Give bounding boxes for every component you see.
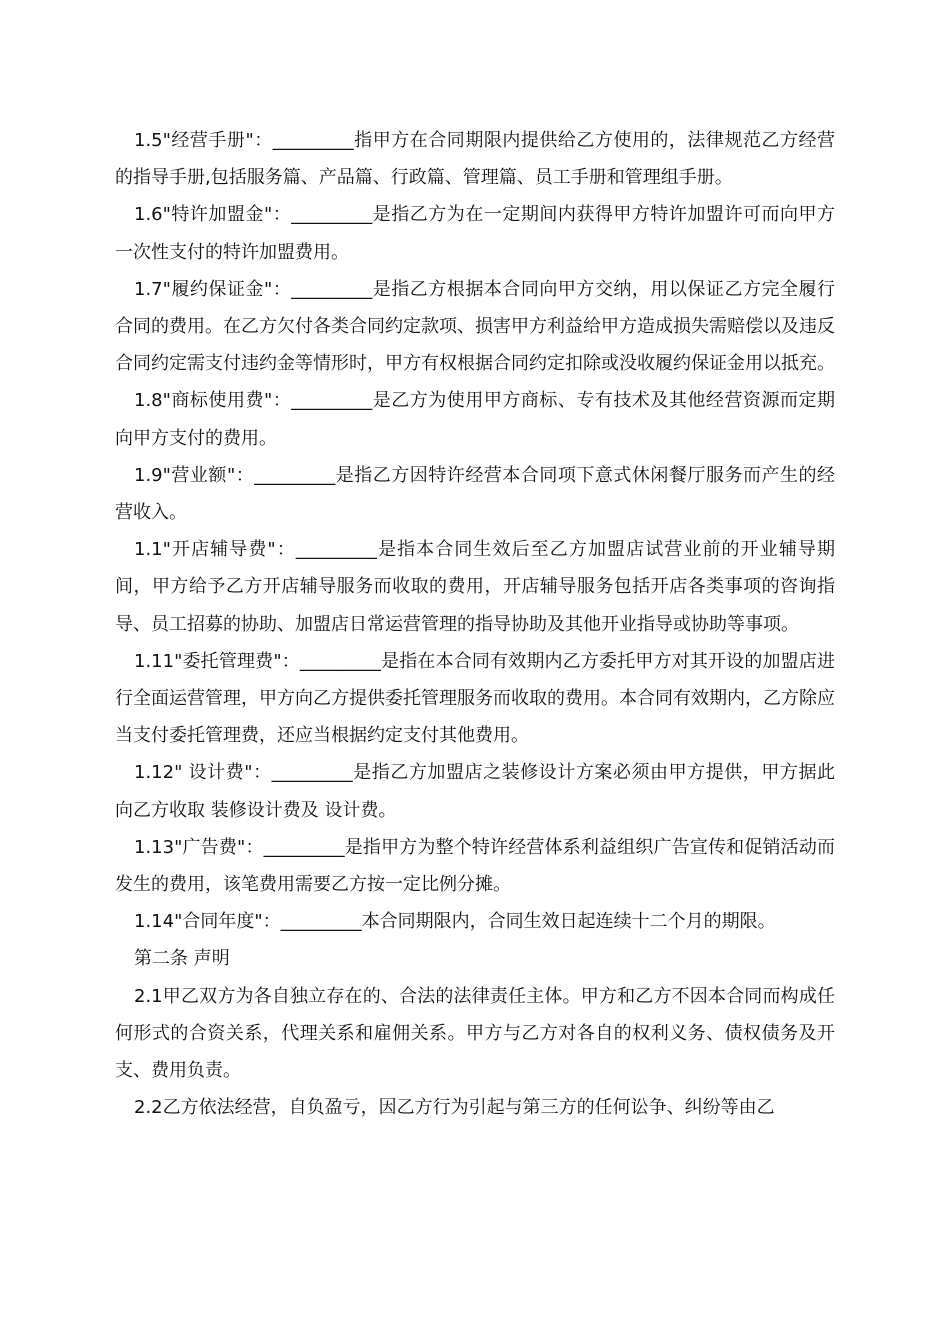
clause-1-5-operation-manual: 1.5"经营手册"：_________指甲方在合同期限内提供给乙方使用的，法律规范乙方经营的指导手册,包括服务篇、产品篇、行政篇、管理篇、员工手册和管理组手册。 xyxy=(115,130,835,189)
clause-1-14-contract-year: 1.14"合同年度"：_________本合同期限内，合同生效日起连续十二个月的期限。 xyxy=(134,911,776,933)
clause-1-7-performance-bond: 1.7"履约保证金"：_________是指乙方根据本合同向甲方交纳，用以保证乙方完全履行合同的费用。在乙方欠付各类合同约定款项、损害甲方利益给甲方造成损失需赔偿以及违反合同约定需支付违约金等情形时，甲方有权根据合同约定扣除或没收履约保证金用以抵充。 xyxy=(115,278,835,375)
clause-1-6-franchise-fee: 1.6"特许加盟金"：_________是指乙方为在一定期间内获得甲方特许加盟许可而向甲方一次性支付的特许加盟费用。 xyxy=(115,204,835,263)
document-body xyxy=(115,122,835,1126)
article-2-heading: 第二条 声明 xyxy=(134,948,230,970)
clause-1-13-advertising-fee: 1.13"广告费"：_________是指甲方为整个特许经营体系利益组织广告宣传和促销活动而发生的费用，该笔费用需要乙方按一定比例分摊。 xyxy=(115,836,835,896)
clause-2-1: 2.1甲乙双方为各自独立存在的、合法的法律责任主体。甲方和乙方不因本合同而构成任何形式的合资关系，代理关系和雇佣关系。甲方与乙方对各自的权利义务、债权债务及开支、费用负责。 xyxy=(115,985,835,1082)
clause-1-8-trademark-fee: 1.8"商标使用费"：_________是乙方为使用甲方商标、专有技术及其他经营资源而定期向甲方支付的费用。 xyxy=(115,390,835,449)
clause-2-2: 2.2乙方依法经营，自负盈亏，因乙方行为引起与第三方的任何讼争、纠纷等由乙 xyxy=(134,1097,775,1119)
clause-1-9-turnover: 1.9"营业额"：_________是指乙方因特许经营本合同项下意式休闲餐厅服务而产生的经营收入。 xyxy=(115,464,835,524)
clause-1-12-design-fee: 1.12" 设计费"：_________是指乙方加盟店之装修设计方案必须由甲方提供，甲方据此向乙方收取 装修设计费及 设计费。 xyxy=(115,762,835,821)
clause-1-11-management-fee: 1.11"委托管理费"：_________是指在本合同有效期内乙方委托甲方对其开设的加盟店进行全面运营管理，甲方向乙方提供委托管理服务而收取的费用。本合同有效期内，乙方除应当支付委托管理费，还应当根据约定支付其他费用。 xyxy=(115,650,835,747)
clause-1-1-opening-guidance-fee: 1.1"开店辅导费"：_________是指本合同生效后至乙方加盟店试营业前的开业辅导期间，甲方给予乙方开店辅导服务而收取的费用，开店辅导服务包括开店各类事项的咨询指导、员工招募的协助、加盟店日常运营管理的指导协助及其他开业指导或协助等事项。 xyxy=(115,539,835,635)
